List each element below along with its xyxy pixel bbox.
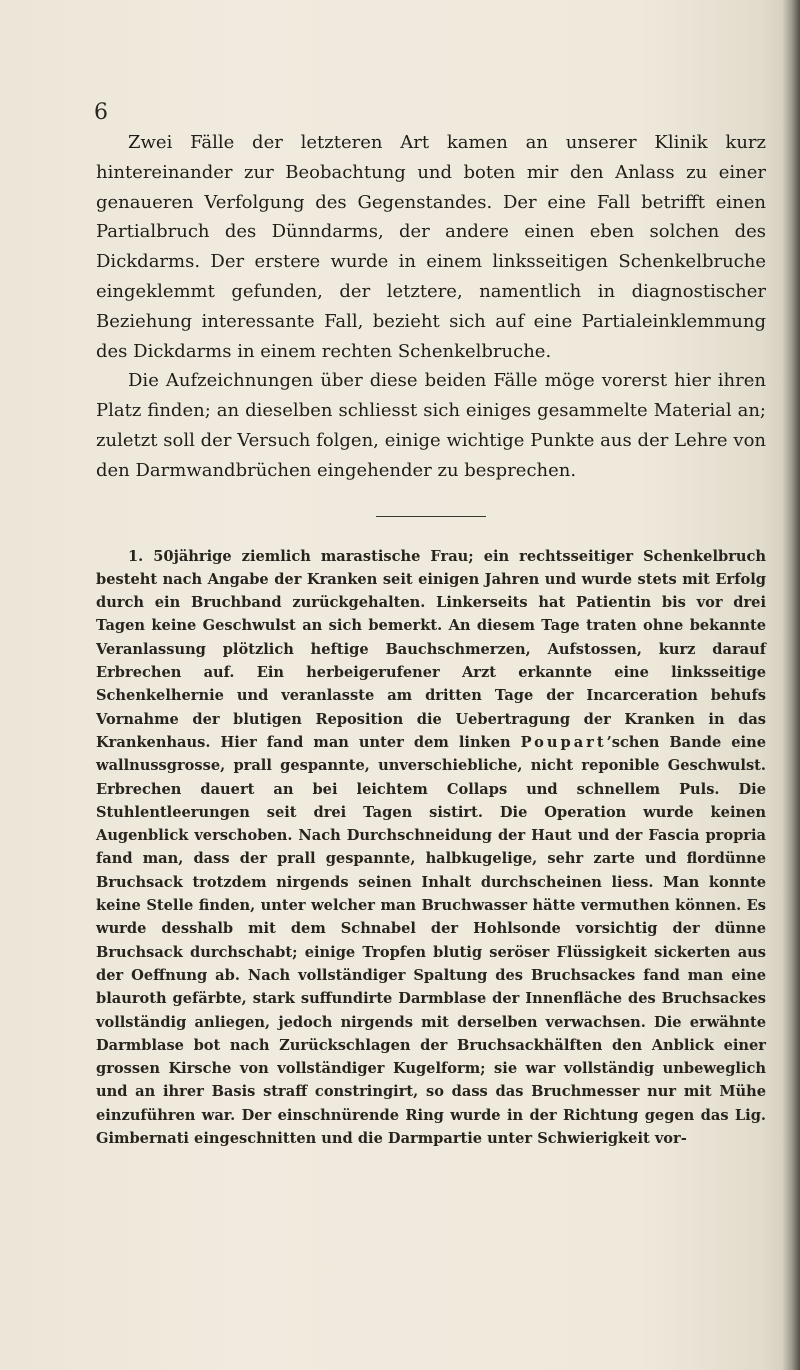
case-spaced-name: Poupart bbox=[520, 733, 607, 751]
case-text-after: ’schen Bande eine wallnussgrosse, prall gespannte, unverschiebliche, nicht reponible Geschwulst. Erbrechen dauert an bei leichtem Collaps und schnellem Puls. Die Stuhlentleerungen seit drei Tagen sistirt. Die Operation wurde keinen Augenblick verschoben. Nach Durchschneidung der Haut und der Fascia propria fand man, dass der prall gespannte, halbkugelige, sehr zarte und flordünne Bruchsack trotzdem nirgends seinen Inhalt durchscheinen liess. Man konnte keine Stelle finden, unter welcher man Bruchwasser hätte vermuthen können. Es wurde desshalb mit dem Schnabel der Hohlsonde vorsichtig der dünne Bruchsack durchschabt; einige Tropfen blutig seröser Flüssigkeit sickerten aus der Oeffnung ab. Nach vollständiger Spaltung des Bruchsackes fand man eine blauroth gefärbte, stark suffundirte Darmblase der Innenfläche des Bruchsackes vollständig anliegen, jedoch nirgends mit derselben verwachsen. Die erwähnte Darmblase bot nach Zurückschlagen der Bruchsackhälften den Anblick einer grossen Kirsche von vollständiger Kugelform; sie war vollständig unbeweglich und an ihrer Basis straff constringirt, so dass das Bruchmesser nur mit Mühe einzuführen war. Der einschnürende Ring wurde in der Richtung gegen das Lig. Gimbernati eingeschnitten und die Darmpartie unter Schwierigkeit vor- bbox=[96, 733, 766, 1147]
intro-paragraph-1: Zwei Fälle der letzteren Art kamen an unserer Klinik kurz hintereinander zur Beobachtung und boten mir den Anlass zu einer genaueren Verfolgung des Gegenstandes. Der eine Fall betrifft einen Partialbruch des Dünndarms, der andere einen eben solchen des Dickdarms. Der erstere wurde in einem linksseitigen Schenkelbruche eingeklemmt gefunden, der letztere, namentlich in diagnostischer Beziehung interessante Fall, bezieht sich auf eine Partialeinklemmung des Dickdarms in einem rechten Schenkelbruche. bbox=[96, 132, 766, 362]
case-paragraph bbox=[96, 545, 766, 1151]
page-edge-shadow bbox=[782, 0, 800, 1370]
page-body bbox=[96, 128, 766, 1150]
section-divider bbox=[376, 516, 486, 517]
intro-section bbox=[96, 128, 766, 486]
case-report bbox=[96, 545, 766, 1151]
page-number: 6 bbox=[94, 100, 108, 125]
case-text-before: 1. 50jährige ziemlich marastische Frau; ein rechtsseitiger Schenkelbruch besteht nach Angabe der Kranken seit einigen Jahren und wurde stets mit Erfolg durch ein Bruchband zurückgehalten. Linkerseits hat Patientin bis vor drei Tagen keine Geschwulst an sich bemerkt. An diesem Tage traten ohne bekannte Veranlassung plötzlich heftige Bauchschmerzen, Aufstossen, kurz darauf Erbrechen auf. Ein herbeigerufener Arzt erkannte eine linksseitige Schenkelhernie und veranlasste am dritten Tage der Incarceration behufs Vornahme der blutigen Reposition die Uebertragung der Kranken in das Krankenhaus. Hier fand man unter dem linken bbox=[96, 547, 766, 751]
intro-paragraph-2: Die Aufzeichnungen über diese beiden Fälle möge vorerst hier ihren Platz finden; an dieselben schliesst sich einiges gesammelte Material an; zuletzt soll der Versuch folgen, einige wichtige Punkte aus der Lehre von den Darmwandbrüchen eingehender zu besprechen. bbox=[96, 370, 766, 481]
